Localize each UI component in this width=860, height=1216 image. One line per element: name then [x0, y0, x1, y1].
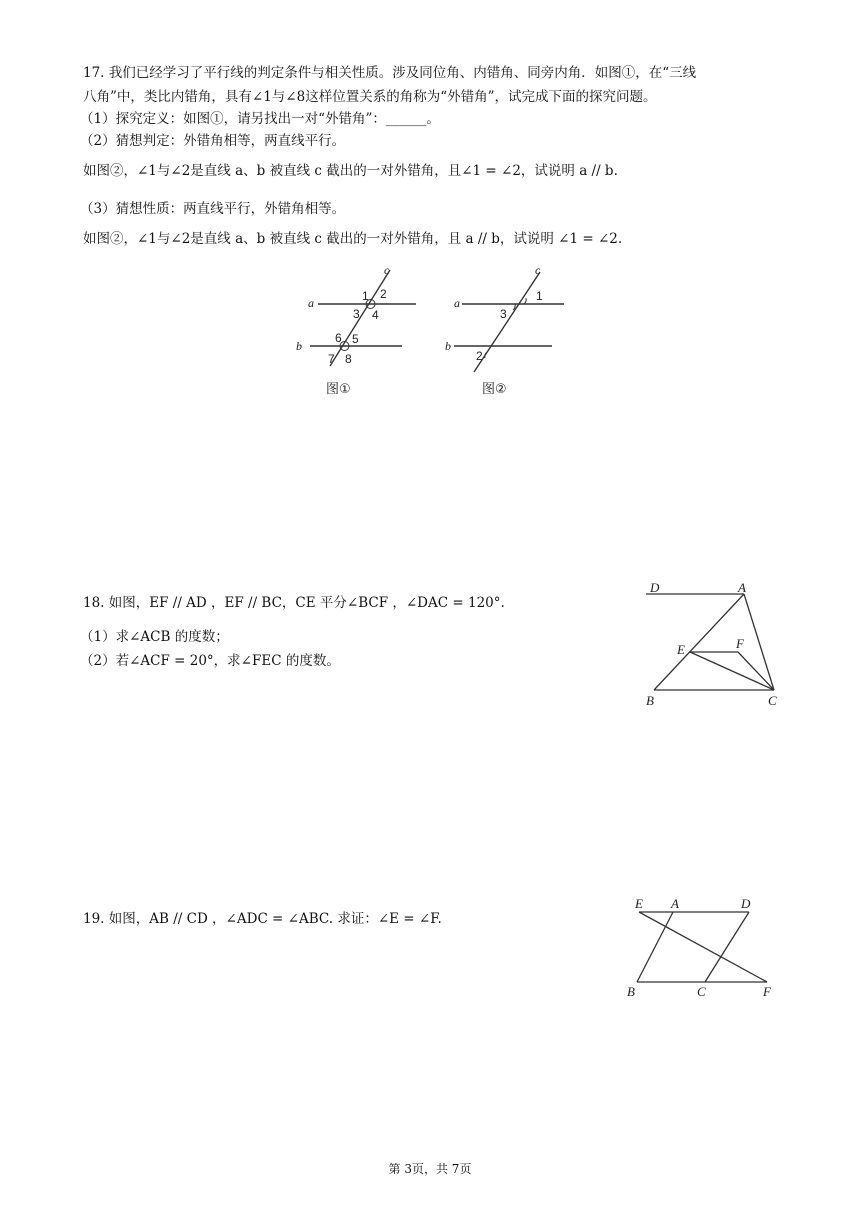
fig1-label-a: a — [308, 296, 314, 310]
q17-part3: （3）猜想性质：两直线平行，外错角相等。 — [80, 201, 346, 217]
fig1-angle-1: 1 — [362, 289, 369, 303]
q18-label-F: F — [736, 636, 744, 651]
q19-label-C: C — [697, 984, 706, 999]
fig1-angle-4: 4 — [372, 308, 379, 322]
q19-label-E: E — [635, 896, 643, 911]
q18-label-A: A — [738, 580, 746, 595]
q17-figure-2 — [440, 262, 580, 402]
fig1-angle-6: 6 — [335, 331, 342, 345]
q17-part2: （2）猜想判定：外错角相等，两直线平行。 — [80, 133, 346, 149]
q18-label-B: B — [646, 693, 654, 708]
fig2-angle-1: 1 — [536, 289, 543, 303]
fig2-angle-2: 2 — [476, 349, 483, 363]
q18-stem: 18. 如图，EF // AD ，EF // BC，CE 平分∠BCF ，∠DAC = 120°. — [83, 595, 505, 611]
q18-label-E: E — [677, 642, 685, 657]
fig1-angle-7: 7 — [328, 352, 335, 366]
fig2-label-c: c — [535, 263, 541, 277]
q19-stem: 19. 如图，AB // CD ，∠ADC = ∠ABC. 求证：∠E = ∠F. — [83, 911, 442, 927]
fig1-angle-5: 5 — [352, 332, 359, 346]
fig2-label-a: a — [454, 296, 460, 310]
fig2-angle-3: 3 — [500, 307, 507, 321]
fig1-angle-8: 8 — [345, 352, 352, 366]
fig1-label-c: c — [384, 263, 390, 277]
fig1-caption: 图① — [326, 381, 351, 396]
q17-part1: （1）探究定义：如图①，请另找出一对“外错角”：______。 — [80, 111, 440, 127]
fig2-label-b: b — [445, 339, 451, 353]
q18-figure — [640, 580, 790, 710]
q17-line1: 17. 我们已经学习了平行线的判定条件与相关性质。涉及同位角、内错角、同旁内角．如图①，在“三线 — [83, 65, 697, 81]
q17-part2-text: 如图②，∠1与∠2是直线 a、b 被直线 c 截出的一对外错角，且∠1 = ∠2，试说明 a // b. — [83, 163, 618, 179]
q17-line2: 八角”中，类比内错角，具有∠1与∠8这样位置关系的角称为“外错角”，试完成下面的探究问题。 — [83, 89, 657, 105]
q19-label-A: A — [671, 896, 679, 911]
q18-part1: （1）求∠ACB 的度数； — [80, 629, 229, 645]
fig2-caption: 图② — [482, 381, 507, 396]
q19-label-B: B — [627, 984, 635, 999]
fig1-angle-3: 3 — [353, 307, 360, 321]
q17-figure-1 — [290, 262, 430, 402]
q19-label-F: F — [763, 984, 771, 999]
q18-label-D: D — [650, 580, 660, 595]
q18-label-C: C — [768, 693, 777, 708]
q19-label-D: D — [741, 896, 751, 911]
q17-part3-text: 如图②，∠1与∠2是直线 a、b 被直线 c 截出的一对外错角，且 a // b，试说明 ∠1 = ∠2. — [83, 231, 623, 247]
q18-part2: （2）若∠ACF = 20°，求∠FEC 的度数。 — [80, 653, 340, 669]
q19-figure — [625, 892, 785, 1002]
fig1-angle-2: 2 — [380, 287, 387, 301]
page-footer: 第 3页，共 7页 — [388, 1162, 472, 1176]
fig1-label-b: b — [296, 339, 302, 353]
